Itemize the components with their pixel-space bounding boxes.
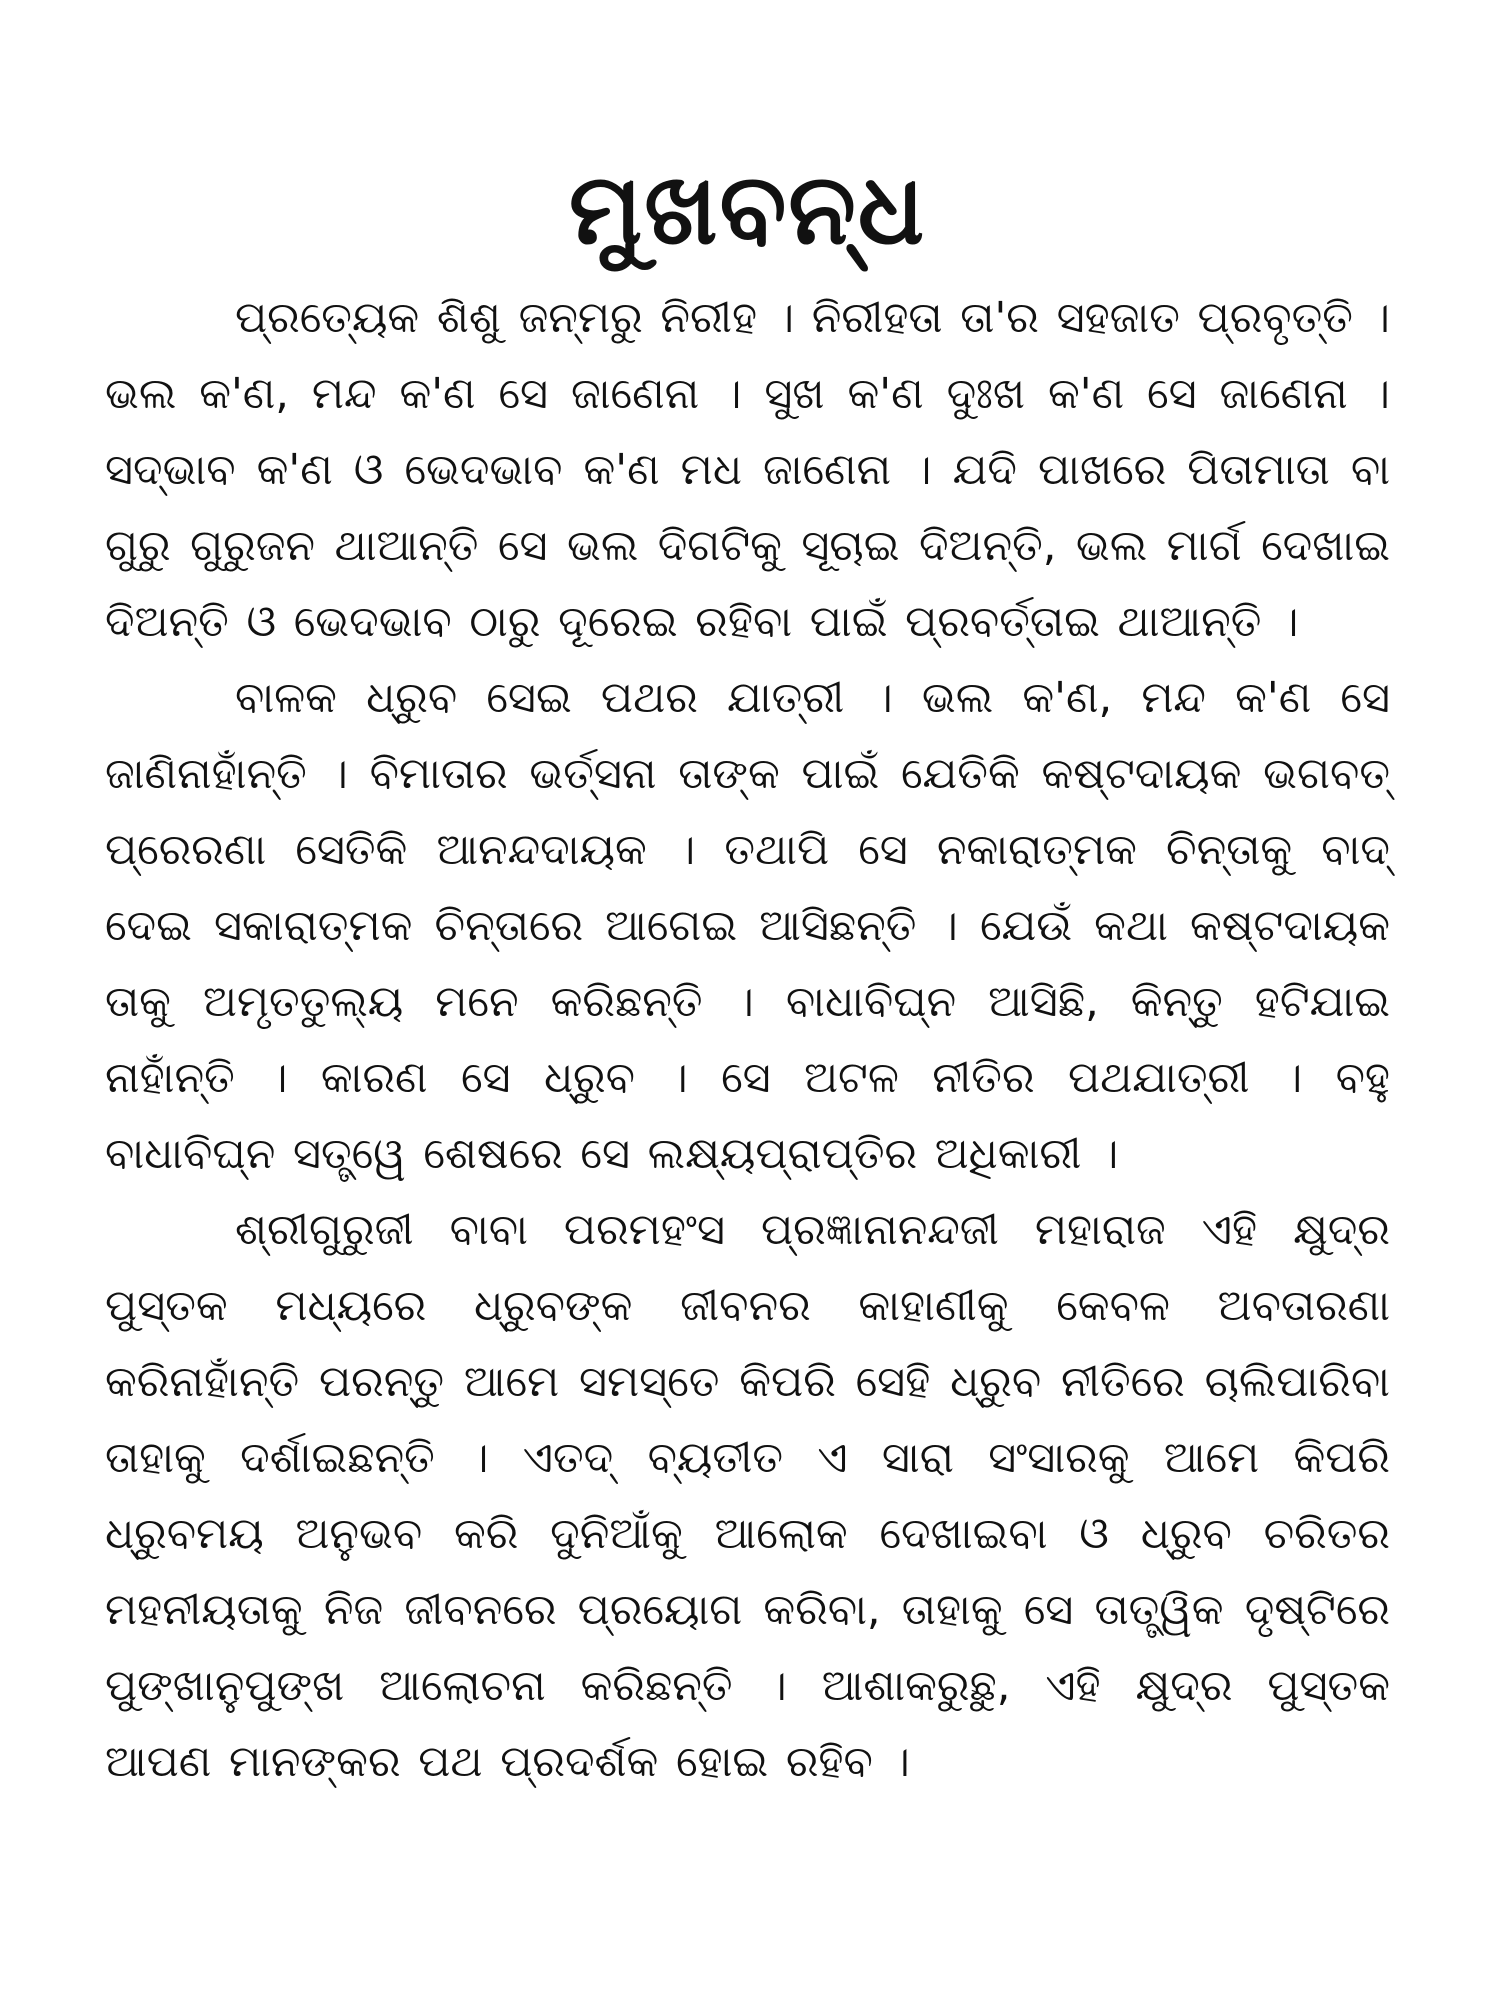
paragraph-1: ପ୍ରତ୍ୟେକ ଶିଶୁ ଜନ୍ମରୁ ନିରୀହ । ନିରୀହତା ତା'ର ସହଜାତ ପ୍ରବୃତ୍ତି । ଭଲ କ'ଣ, ମନ୍ଦ କ'ଣ ସେ ଜାଣେନା । ସୁଖ କ'ଣ ଦୁଃଖ କ'ଣ ସେ ଜାଣେନା । ସଦ୍‌ଭାବ କ'ଣ ଓ ଭେଦଭାବ କ'ଣ ମଧ ଜାଣେନା । ଯଦି ପାଖରେ ପିତାମାତା ବା ଗୁରୁ ଗୁରୁଜନ ଥାଆନ୍ତି ସେ ଭଲ ଦିଗଟିକୁ ସୂଚାଇ ଦିଅନ୍ତି, ଭଲ ମାର୍ଗ ଦେଖାଇ ଦିଅନ୍ତି ଓ ଭେଦଭାବ ଠାରୁ ଦୂରେଇ ରହିବା ପାଇଁ ପ୍ରବର୍ତ୍ତାଇ ଥାଆନ୍ତି । [105, 293, 1390, 647]
page-title: ମୁଖବନ୍ଧ [568, 153, 927, 267]
document-body [105, 280, 1390, 1800]
paragraph-2: ବାଳକ ଧ୍ରୁବ ସେଇ ପଥର ଯାତ୍ରୀ । ଭଲ କ'ଣ, ମନ୍ଦ କ'ଣ ସେ ଜାଣିନାହାଁନ୍ତି । ବିମାତାର ଭର୍ତ୍ସନା ତାଙ୍କ ପାଇଁ ଯେତିକି କଷ୍ଟଦାୟକ ଭଗବତ୍ ପ୍ରେରଣା ସେତିକି ଆନନ୍ଦଦାୟକ । ତଥାପି ସେ ନକାରାତ୍ମକ ଚିନ୍ତାକୁ ବାଦ୍ ଦେଇ ସକାରାତ୍ମକ ଚିନ୍ତାରେ ଆଗେଇ ଆସିଛନ୍ତି । ଯେଉଁ କଥା କଷ୍ଟଦାୟକ ତାକୁ ଅମୃତତୁଲ୍ୟ ମନେ କରିଛନ୍ତି । ବାଧାବିଘ୍ନ ଆସିଛି, କିନ୍ତୁ ହଟିଯାଇ ନାହାଁନ୍ତି । କାରଣ ସେ ଧ୍ରୁବ । ସେ ଅଟଳ ନୀତିର ପଥଯାତ୍ରୀ । ବହୁ ବାଧାବିଘ୍ନ ସତ୍ତ୍ୱେ ଶେଷରେ ସେ ଲକ୍ଷ୍ୟପ୍ରାପ୍ତିର ଅଧିକାରୀ । [105, 673, 1390, 1179]
paragraph-3: ଶ୍ରୀଗୁରୁଜୀ ବାବା ପରମହଂସ ପ୍ରଜ୍ଞାନାନନ୍ଦଜୀ ମହାରାଜ ଏହି କ୍ଷୁଦ୍ର ପୁସ୍ତକ ମଧ୍ୟରେ ଧ୍ରୁବଙ୍କ ଜୀବନର କାହାଣୀକୁ କେବଳ ଅବତାରଣା କରିନାହାଁନ୍ତି ପରନ୍ତୁ ଆମେ ସମସ୍ତେ କିପରି ସେହି ଧ୍ରୁବ ନୀତିରେ ଚାଲିପାରିବା ତାହାକୁ ଦର୍ଶାଇଛନ୍ତି । ଏତଦ୍ ବ୍ୟତୀତ ଏ ସାରା ସଂସାରକୁ ଆମେ କିପରି ଧ୍ରୁବମୟ ଅନୁଭବ କରି ଦୁନିଆଁକୁ ଆଲୋକ ଦେଖାଇବା ଓ ଧ୍ରୁବ ଚରିତର ମହନୀୟତାକୁ ନିଜ ଜୀବନରେ ପ୍ରୟୋଗ କରିବା, ତାହାକୁ ସେ ତାତ୍ତ୍ୱିକ ଦୃଷ୍ଟିରେ ପୁଙ୍ଖାନୁପୁଙ୍ଖ ଆଲୋଚନା କରିଛନ୍ତି । ଆଶାକରୁଛୁ, ଏହି କ୍ଷୁଦ୍ର ପୁସ୍ତକ ଆପଣ ମାନଙ୍କର ପଥ ପ୍ରଦର୍ଶକ ହୋଇ ରହିବ । [105, 1205, 1390, 1787]
